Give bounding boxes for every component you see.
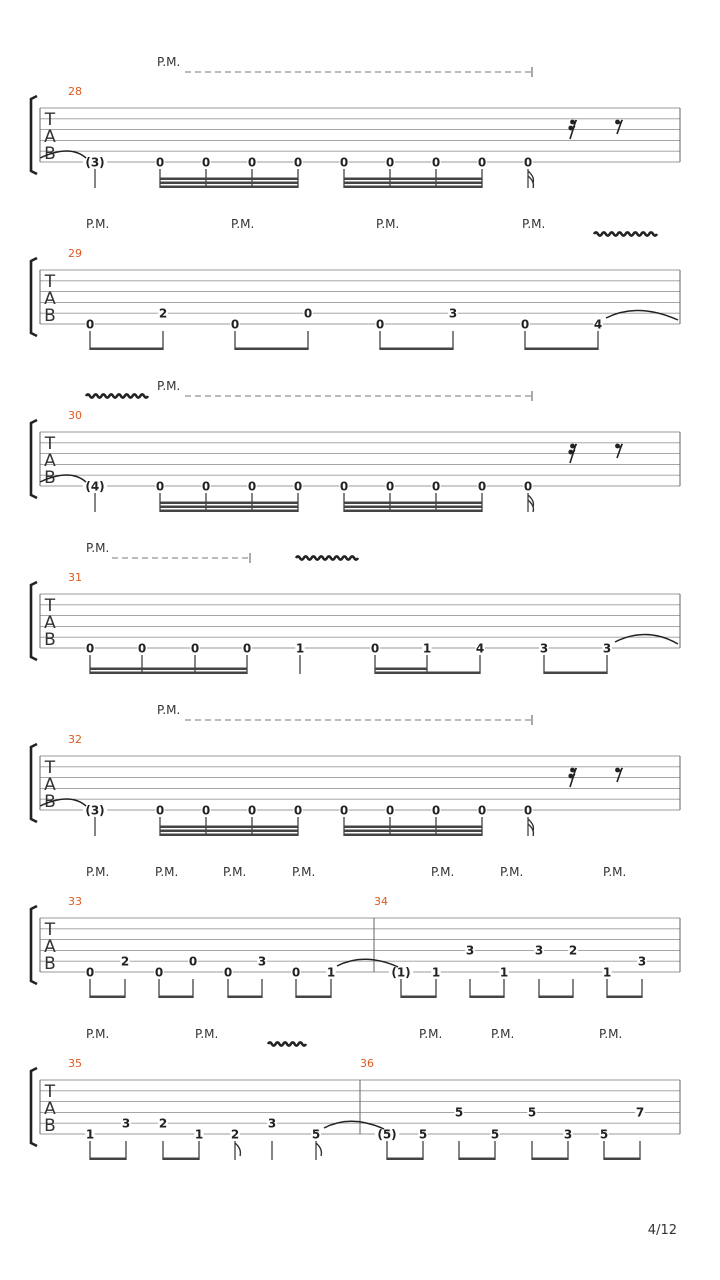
fret-number: 1 xyxy=(326,965,336,980)
tab-clef-letter: B xyxy=(44,1116,56,1136)
tab-clef-letter: T xyxy=(44,596,56,616)
note-flag-icon xyxy=(235,1143,240,1156)
fret-number: 0 xyxy=(293,803,303,818)
tab-system xyxy=(31,55,680,188)
fret-number: 4 xyxy=(593,317,603,332)
note-beam xyxy=(228,996,262,999)
note-beam xyxy=(90,668,247,671)
palm-mute-label: P.M. xyxy=(292,865,316,879)
note-beam xyxy=(344,510,482,513)
fret-number: (3) xyxy=(85,803,105,818)
fret-number: 0 xyxy=(431,155,441,170)
note-beam xyxy=(344,834,482,837)
fret-number: 3 xyxy=(267,1116,277,1131)
palm-mute-label: P.M. xyxy=(223,865,247,879)
fret-number: 0 xyxy=(520,317,530,332)
tab-clef-letter: A xyxy=(44,613,56,633)
fret-number: 0 xyxy=(339,803,349,818)
palm-mute-label: P.M. xyxy=(86,1027,110,1041)
palm-mute-label: P.M. xyxy=(157,55,181,69)
fret-number: 0 xyxy=(201,479,211,494)
palm-mute-label: P.M. xyxy=(157,703,181,717)
fret-number: 0 xyxy=(375,317,385,332)
fret-number: 5 xyxy=(490,1127,500,1142)
tab-clef-letter: T xyxy=(44,272,56,292)
vibrato-mark xyxy=(594,232,657,235)
tab-system xyxy=(31,865,680,998)
note-beam xyxy=(160,830,298,833)
fret-number: (3) xyxy=(85,155,105,170)
tab-clef-letter: A xyxy=(44,451,56,471)
fret-number: 0 xyxy=(431,479,441,494)
fret-number: 0 xyxy=(370,641,380,656)
note-beam xyxy=(604,1158,640,1161)
tab-clef-letter: T xyxy=(44,434,56,454)
palm-mute-label: P.M. xyxy=(419,1027,443,1041)
fret-number: 7 xyxy=(635,1105,645,1120)
palm-mute-label: P.M. xyxy=(86,865,110,879)
note-beam xyxy=(160,826,298,829)
fret-number: 3 xyxy=(257,954,267,969)
fret-number: 1 xyxy=(431,965,441,980)
note-beam xyxy=(375,668,427,671)
tab-clef-letter: A xyxy=(44,127,56,147)
tie-arc xyxy=(606,310,678,320)
note-beam xyxy=(387,1158,423,1161)
tab-clef-letter: T xyxy=(44,110,56,130)
system-bracket xyxy=(31,258,37,336)
note-beam xyxy=(160,182,298,185)
palm-mute-label: P.M. xyxy=(86,217,110,231)
fret-number: 0 xyxy=(247,479,257,494)
vibrato-mark xyxy=(268,1042,306,1045)
tab-system xyxy=(31,541,680,674)
eighth-rest-icon xyxy=(615,120,622,134)
fret-number: 0 xyxy=(477,155,487,170)
measure-number: 35 xyxy=(68,1057,82,1070)
tie-arc xyxy=(337,959,398,967)
tab-clef-letter: A xyxy=(44,937,56,957)
fret-number: 1 xyxy=(295,641,305,656)
palm-mute-label: P.M. xyxy=(522,217,546,231)
fret-number: 2 xyxy=(120,954,130,969)
note-beam xyxy=(344,186,482,189)
fret-number: 5 xyxy=(418,1127,428,1142)
fret-number: 0 xyxy=(291,965,301,980)
fret-number: 5 xyxy=(454,1105,464,1120)
fret-number: 1 xyxy=(85,1127,95,1142)
fret-number: 3 xyxy=(465,943,475,958)
fret-number: (5) xyxy=(377,1127,397,1142)
note-flag-icon xyxy=(316,1143,321,1156)
fret-number: 5 xyxy=(599,1127,609,1142)
tab-system xyxy=(31,217,680,350)
note-beam xyxy=(160,502,298,505)
fret-number: 2 xyxy=(158,306,168,321)
fret-number: 3 xyxy=(637,954,647,969)
fret-number: 0 xyxy=(339,155,349,170)
measure-number: 33 xyxy=(68,895,82,908)
fret-number: 0 xyxy=(293,479,303,494)
fret-number: (1) xyxy=(391,965,411,980)
measure-number: 30 xyxy=(68,409,82,422)
fret-number: 1 xyxy=(422,641,432,656)
note-beam xyxy=(344,178,482,181)
fret-number: 0 xyxy=(85,641,95,656)
measure-number: 28 xyxy=(68,85,82,98)
system-bracket xyxy=(31,1068,37,1146)
fret-number: 1 xyxy=(194,1127,204,1142)
measure-number: 34 xyxy=(374,895,388,908)
fret-number: 0 xyxy=(385,479,395,494)
fret-number: 1 xyxy=(499,965,509,980)
fret-number: 3 xyxy=(602,641,612,656)
note-beam xyxy=(544,672,607,675)
palm-mute-label: P.M. xyxy=(231,217,255,231)
tab-clef-letter: A xyxy=(44,775,56,795)
fret-number: 0 xyxy=(137,641,147,656)
fret-number: 1 xyxy=(602,965,612,980)
note-beam xyxy=(90,1158,126,1161)
palm-mute-label: P.M. xyxy=(195,1027,219,1041)
fret-number: 0 xyxy=(242,641,252,656)
note-beam xyxy=(90,996,125,999)
note-beam xyxy=(344,182,482,185)
fret-number: 3 xyxy=(534,943,544,958)
palm-mute-label: P.M. xyxy=(599,1027,623,1041)
fret-number: 0 xyxy=(523,479,533,494)
fret-number: 0 xyxy=(477,479,487,494)
eighth-rest-icon xyxy=(615,768,622,782)
palm-mute-label: P.M. xyxy=(603,865,627,879)
note-beam xyxy=(90,348,163,351)
fret-number: 0 xyxy=(339,479,349,494)
fret-number: 2 xyxy=(230,1127,240,1142)
fret-number: 0 xyxy=(293,155,303,170)
fret-number: 0 xyxy=(155,155,165,170)
palm-mute-label: P.M. xyxy=(376,217,400,231)
measure-number: 32 xyxy=(68,733,82,746)
note-beam xyxy=(375,672,427,675)
tab-clef-letter: B xyxy=(44,954,56,974)
tab-system xyxy=(31,703,680,836)
tab-clef-letter: B xyxy=(44,144,56,164)
note-beam xyxy=(160,510,298,513)
note-beam xyxy=(160,178,298,181)
fret-number: 0 xyxy=(155,803,165,818)
note-beam xyxy=(344,826,482,829)
fret-number: 0 xyxy=(477,803,487,818)
note-beam xyxy=(380,348,453,351)
note-beam xyxy=(344,830,482,833)
fret-number: 0 xyxy=(85,317,95,332)
tie-arc xyxy=(324,1121,384,1129)
fret-number: 2 xyxy=(158,1116,168,1131)
system-bracket xyxy=(31,96,37,174)
system-bracket xyxy=(31,906,37,984)
vibrato-mark xyxy=(296,556,358,559)
tab-clef-letter: B xyxy=(44,468,56,488)
fret-number: 0 xyxy=(201,155,211,170)
fret-number: 0 xyxy=(230,317,240,332)
palm-mute-label: P.M. xyxy=(157,379,181,393)
fret-number: 0 xyxy=(431,803,441,818)
tab-clef-letter: B xyxy=(44,306,56,326)
fret-number: 0 xyxy=(190,641,200,656)
note-beam xyxy=(532,1158,568,1161)
tab-clef-letter: A xyxy=(44,289,56,309)
fret-number: 0 xyxy=(523,155,533,170)
note-beam xyxy=(90,672,247,675)
note-beam xyxy=(344,502,482,505)
note-beam xyxy=(160,506,298,509)
note-beam xyxy=(163,1158,199,1161)
tie-arc xyxy=(615,634,678,644)
note-beam xyxy=(470,996,504,999)
fret-number: 4 xyxy=(475,641,485,656)
note-beam xyxy=(427,672,480,675)
page-number: 4/12 xyxy=(647,1223,677,1238)
fret-number: 5 xyxy=(527,1105,537,1120)
fret-number: 0 xyxy=(385,155,395,170)
measure-number: 29 xyxy=(68,247,82,260)
note-beam xyxy=(525,348,598,351)
fret-number: 0 xyxy=(385,803,395,818)
system-bracket xyxy=(31,582,37,660)
note-beam xyxy=(159,996,193,999)
fret-number: 0 xyxy=(303,306,313,321)
fret-number: 0 xyxy=(247,803,257,818)
fret-number: 3 xyxy=(121,1116,131,1131)
tab-clef-letter: T xyxy=(44,920,56,940)
tab-system xyxy=(31,379,680,512)
note-beam xyxy=(235,348,308,351)
note-beam xyxy=(459,1158,495,1161)
fret-number: 0 xyxy=(247,155,257,170)
fret-number: 3 xyxy=(448,306,458,321)
fret-number: 3 xyxy=(539,641,549,656)
tab-clef-letter: T xyxy=(44,758,56,778)
palm-mute-label: P.M. xyxy=(431,865,455,879)
fret-number: 0 xyxy=(201,803,211,818)
tab-clef-letter: B xyxy=(44,630,56,650)
fret-number: (4) xyxy=(85,479,105,494)
eighth-rest-icon xyxy=(615,444,622,458)
note-beam xyxy=(296,996,331,999)
palm-mute-label: P.M. xyxy=(155,865,179,879)
tab-clef-letter: T xyxy=(44,1082,56,1102)
palm-mute-label: P.M. xyxy=(86,541,110,555)
fret-number: 0 xyxy=(85,965,95,980)
measure-number: 36 xyxy=(360,1057,374,1070)
fret-number: 0 xyxy=(188,954,198,969)
fret-number: 5 xyxy=(311,1127,321,1142)
system-bracket xyxy=(31,420,37,498)
note-beam xyxy=(160,834,298,837)
system-bracket xyxy=(31,744,37,822)
tab-clef-letter: B xyxy=(44,792,56,812)
fret-number: 2 xyxy=(568,943,578,958)
tab-system xyxy=(31,1027,680,1160)
measure-number: 31 xyxy=(68,571,82,584)
note-beam xyxy=(401,996,436,999)
fret-number: 0 xyxy=(155,479,165,494)
note-beam xyxy=(344,506,482,509)
fret-number: 0 xyxy=(523,803,533,818)
palm-mute-label: P.M. xyxy=(500,865,524,879)
note-beam xyxy=(539,996,573,999)
note-beam xyxy=(607,996,642,999)
fret-number: 0 xyxy=(223,965,233,980)
fret-number: 3 xyxy=(563,1127,573,1142)
tab-clef-letter: A xyxy=(44,1099,56,1119)
vibrato-mark xyxy=(86,394,148,397)
note-beam xyxy=(160,186,298,189)
fret-number: 0 xyxy=(154,965,164,980)
palm-mute-label: P.M. xyxy=(491,1027,515,1041)
